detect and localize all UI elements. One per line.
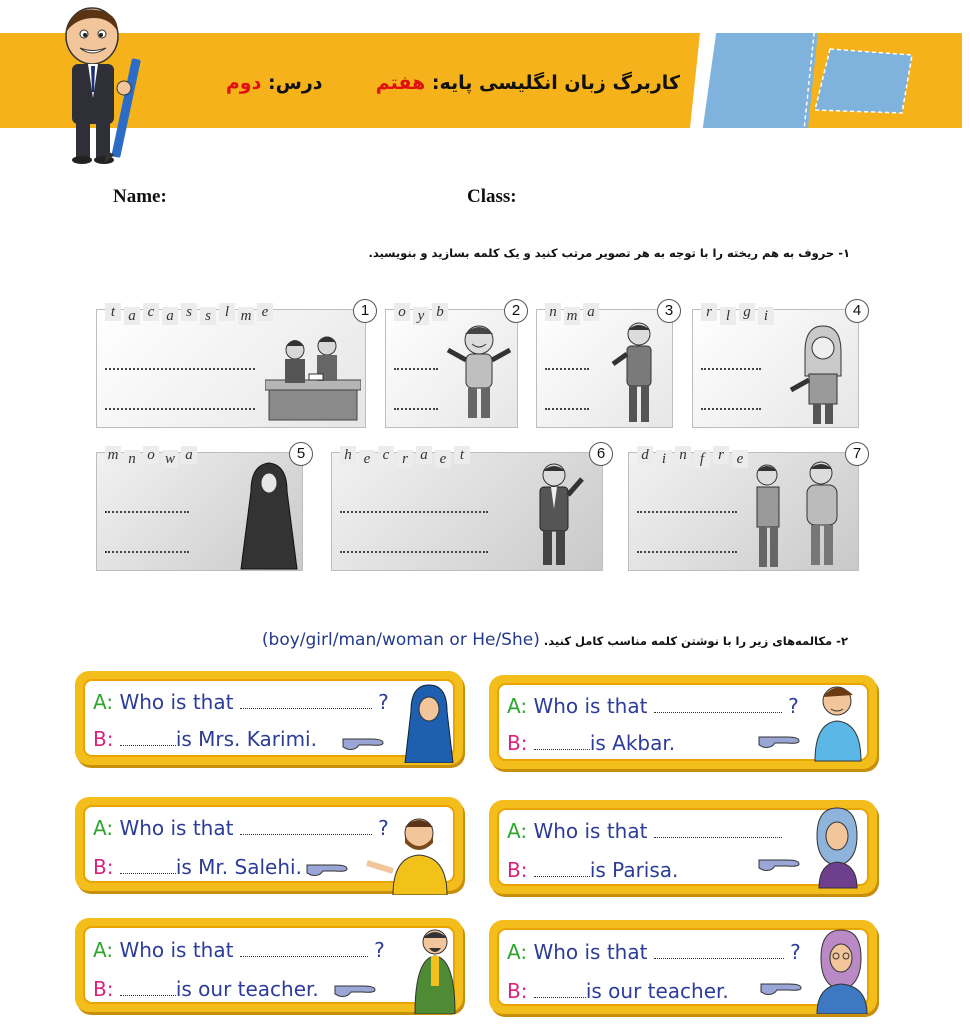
answer-line[interactable]: [637, 551, 737, 553]
answer-blank[interactable]: [534, 863, 590, 877]
answer-line[interactable]: [105, 511, 189, 513]
man-picture-icon: [607, 318, 667, 426]
name-label: Name:: [113, 186, 167, 207]
answer-line: B: is our teacher.: [93, 977, 319, 1001]
item-number: 4: [845, 299, 869, 323]
scrambled-letters: m n o w a: [105, 444, 200, 464]
male-teacher-avatar-icon: [411, 924, 459, 1014]
answer-line: B: is Parisa.: [507, 858, 679, 882]
answer-blank[interactable]: [240, 943, 368, 957]
pointing-hand-icon: [333, 978, 377, 1000]
dialogue-card-4: [489, 800, 877, 894]
scrambled-letters: r l g i: [701, 301, 777, 321]
q2-instruction-text: ۲- مکالمه‌های زیر را با نوشتن کلمه مناسب کامل کنید.: [543, 634, 848, 648]
pointing-hand-icon: [305, 857, 349, 879]
question-line: A: Who is that ?: [507, 940, 801, 964]
scramble-box-4: [692, 302, 862, 428]
scramble-box-3: [536, 302, 674, 428]
scramble-box-5: [96, 445, 306, 571]
answer-blank[interactable]: [654, 699, 782, 713]
pointing-hand-icon: [759, 976, 803, 998]
scramble-box-1: [96, 302, 370, 428]
item-number: 2: [504, 299, 528, 323]
answer-line[interactable]: [545, 368, 589, 370]
pointing-hand-icon: [757, 729, 801, 751]
answer-line[interactable]: [545, 408, 589, 410]
dialogue-card-5: [75, 918, 463, 1012]
dialogue-card-1: [75, 671, 463, 765]
answer-blank[interactable]: [240, 821, 372, 835]
scrambled-letters: o y b: [394, 301, 451, 321]
pointing-hand-icon: [757, 852, 801, 874]
teacher-picture-icon: [522, 459, 586, 569]
scramble-box-2: [385, 302, 521, 428]
answer-line[interactable]: [105, 408, 255, 410]
lesson-label: درس:: [268, 72, 323, 94]
answer-blank[interactable]: [120, 860, 176, 874]
scrambled-letters: h e c r a e t: [340, 444, 473, 464]
item-number: 1: [353, 299, 377, 323]
answer-line: B: is Mrs. Karimi.: [93, 727, 317, 751]
answer-blank[interactable]: [654, 945, 784, 959]
dialogue-card-3: [75, 797, 463, 891]
q1-instruction: ۱- حروف به هم ریخته را با توجه به هر تصویر مرتب کنید و یک کلمه بسازید و بنویسید.: [368, 246, 850, 260]
girl-picture-icon: [785, 322, 855, 426]
teacher-mascot-icon: [52, 6, 152, 166]
answer-line[interactable]: [105, 368, 255, 370]
question-line: A: Who is that ?: [93, 938, 385, 962]
answer-line[interactable]: [701, 408, 761, 410]
friends-picture-icon: [747, 457, 855, 571]
item-number: 6: [589, 442, 613, 466]
mrs-karimi-avatar-icon: [403, 683, 455, 763]
item-number: 7: [845, 442, 869, 466]
lesson-value: دوم: [225, 72, 262, 94]
question-line: A: Who is that ?: [93, 816, 389, 840]
answer-blank[interactable]: [120, 982, 176, 996]
grade-value: هفتم: [375, 72, 426, 94]
classmates-picture-icon: [265, 330, 361, 424]
answer-line[interactable]: [105, 551, 189, 553]
answer-line[interactable]: [394, 368, 438, 370]
scramble-box-7: [628, 445, 862, 571]
answer-line[interactable]: [394, 408, 438, 410]
scramble-box-6: [331, 445, 606, 571]
item-number: 5: [289, 442, 313, 466]
mr-salehi-avatar-icon: [363, 811, 459, 895]
worksheet-title: [226, 72, 680, 94]
answer-line: B: is our teacher.: [507, 979, 729, 1003]
answer-blank[interactable]: [654, 824, 782, 838]
class-label: Class:: [467, 186, 517, 207]
title-prefix: کاربرگ زبان انگلیسی پایه:: [431, 72, 680, 94]
answer-line: B: is Akbar.: [507, 731, 676, 755]
answer-blank[interactable]: [534, 984, 586, 998]
answer-line[interactable]: [340, 511, 488, 513]
scrambled-letters: t a c a s s l m e: [105, 301, 276, 321]
answer-blank[interactable]: [534, 736, 590, 750]
scrambled-letters: d i n f r e: [637, 444, 751, 464]
answer-line[interactable]: [701, 368, 761, 370]
answer-blank[interactable]: [240, 695, 372, 709]
question-line: A: Who is that ?: [93, 690, 389, 714]
dialogue-card-6: [489, 920, 877, 1014]
answer-line[interactable]: [637, 511, 737, 513]
q2-instruction: [262, 630, 848, 650]
question-line: A: Who is that: [507, 819, 782, 843]
boy-picture-icon: [444, 320, 514, 424]
answer-blank[interactable]: [120, 732, 176, 746]
pointing-hand-icon: [341, 731, 385, 753]
parisa-avatar-icon: [805, 806, 871, 890]
q2-word-hint: (boy/girl/man/woman or He/She): [261, 630, 540, 650]
answer-line[interactable]: [340, 551, 488, 553]
answer-line: B: is Mr. Salehi.: [93, 855, 302, 879]
akbar-avatar-icon: [807, 679, 869, 763]
item-number: 3: [657, 299, 681, 323]
scrambled-letters: n m a: [545, 301, 602, 321]
dialogue-card-2: [489, 675, 877, 769]
female-teacher-avatar-icon: [811, 928, 873, 1014]
woman-picture-icon: [237, 461, 301, 571]
question-line: A: Who is that ?: [507, 694, 799, 718]
